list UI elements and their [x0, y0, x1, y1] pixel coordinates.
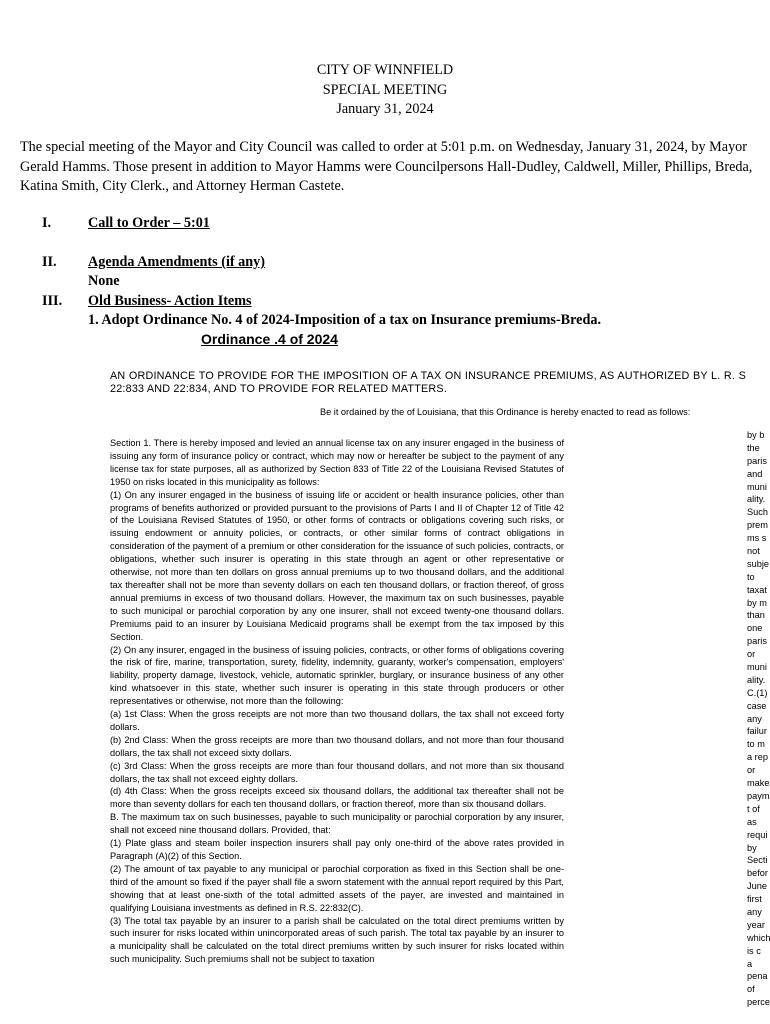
side-column-fragment: or: [747, 649, 756, 660]
clipped-side-column: [747, 429, 770, 1009]
outline-subitem-text: 1. Adopt Ordinance No. 4 of 2024-Imposition of a tax on Insurance premiums-Breda.: [88, 312, 602, 328]
outline-number: II.: [42, 254, 57, 270]
section-paragraph: (d) 4th Class: When the gross receipts exceed six thousand dollars, the additional tax thereafter shall not be more than seventy dollars for each ten thousand dollars, or fraction thereof, more than six thousand dollars.: [110, 786, 564, 810]
section-paragraph: (1) Plate glass and steam boiler inspection insurers shall pay only one-third of the above rates provided in Paragraph (A)(2) of this Section.: [110, 838, 564, 861]
outline-number: III.: [42, 293, 63, 309]
side-column-fragment: C.(1): [747, 687, 768, 698]
section-paragraph: (b) 2nd Class: When the gross receipts are more than two thousand dollars, and not more than four thousand dollars, the tax shall not exceed sixty dollars.: [110, 734, 564, 758]
side-column-fragment: taxat: [747, 584, 767, 595]
side-column-fragment: subje: [747, 558, 769, 569]
section-paragraph: (1) On any insurer engaged in the business of issuing life or accident or health insurance policies, other than programs of benefits authorized or provided pursuant to the provisions of Parts I and II of Chapter 12 of Title 42 of the Louisiana Revised Statutes of 1950, or other forms of contracts or obligations covering such risks, or issuing endowment or annuity policies, or contracts, or other similar forms of contract obligations in consideration of the payment of a premium or other consideration for the issuance of such policies, contracts, or obligations, whether such insurer is operating in this state through an agent or other representative or otherwise, not more than ten dollars on gross annual premiums up to two thousand dollars, and the additional tax thereafter shall not be more than seventy dollars on each ten thousand dollars, or fraction thereof, of gross annual premiums in excess of two thousand dollars. However, the maximum tax on such businesses, payable to such municipal or parochial corporation by any one insurer, shall not exceed twenty-one thousand dollars. Premiums paid to an insurer by Louisiana Medicaid programs shall be exempt from the tax imposed by this Section.: [110, 489, 564, 642]
side-column-fragment: which: [747, 932, 770, 943]
side-column-fragment: paym: [747, 790, 770, 801]
section-paragraph: (c) 3rd Class: When the gross receipts are more than four thousand dollars, and not more than six thousand dollars, the tax shall not exceed eighty dollars.: [110, 760, 564, 784]
side-column-fragment: the: [747, 442, 760, 453]
side-column-fragment: than: [747, 610, 765, 621]
side-column-fragment: case: [747, 700, 767, 711]
outline-subitem-text: None: [88, 273, 120, 289]
side-column-fragment: a rep: [747, 752, 768, 763]
side-column-fragment: ality.: [747, 674, 766, 685]
side-column-fragment: of: [747, 984, 755, 995]
side-column-fragment: pena: [747, 971, 768, 982]
city-name: CITY OF WINNFIELD: [316, 62, 454, 78]
side-column-fragment: first: [747, 894, 762, 905]
side-column-fragment: requi: [747, 829, 768, 840]
ordinance-title: AN ORDINANCE TO PROVIDE FOR THE IMPOSITION OF A TAX ON INSURANCE PREMIUMS, AS AUTHORIZED BY L. R. S 22:833 AND 22:834, AND TO PROVIDE FOR RELATED MATTERS.: [110, 370, 746, 395]
side-column-fragment: to m: [747, 739, 765, 750]
outline-title: Old Business- Action Items: [88, 293, 252, 309]
ordained-clause: Be it ordained by the of Louisiana, that this Ordinance is hereby enacted to read as follows:: [320, 407, 691, 417]
side-column-fragment: failur: [747, 726, 767, 737]
side-column-fragment: Secti: [747, 855, 768, 866]
side-column-fragment: year: [747, 919, 765, 930]
side-column-fragment: or: [747, 765, 756, 776]
section-paragraph: (2) The amount of tax payable to any municipal or parochial corporation as fixed in this Section shall be one-third of the amount so fixed if the payer shall file a sworn statement with the annual report required by this Part, showing that at least one-sixth of the total admitted assets of the payer, are invested and maintained in qualifying Louisiana investments as defined in R.S. 22:832(C).: [110, 863, 564, 913]
intro-paragraph: The special meeting of the Mayor and City Council was called to order at 5:01 p.m. on Wednesday, January 31, 2024, by Mayor Gerald Hamms. Those present in addition to Mayor Hamms were Councilpersons Hall-Dudley, Caldwell, Miller, Phillips, Breda, Katina Smith, City Clerk., and Attorney Herman Castete.: [20, 139, 753, 194]
side-column-fragment: paris: [747, 455, 767, 466]
side-column-fragment: as: [747, 816, 757, 827]
section-paragraph: B. The maximum tax on such businesses, payable to such municipality or parochial corporation by any insurer, shall not exceed nine thousand dollars. Provided, that:: [110, 812, 564, 836]
side-column-fragment: a: [747, 958, 753, 969]
meeting-type: SPECIAL MEETING: [322, 81, 448, 98]
side-column-fragment: June: [747, 881, 767, 892]
side-column-fragment: one: [747, 623, 763, 634]
side-column-fragment: t of: [747, 803, 760, 814]
outline-number: I.: [42, 215, 52, 231]
side-column-fragment: muni: [747, 481, 767, 492]
meeting-header: [0, 61, 770, 120]
side-column-fragment: any: [747, 906, 762, 917]
section-paragraph: (3) The total tax payable by an insurer to a parish shall be calculated on the total direct premiums written by such insurer for risks located within unincorporated areas of such parish. The total tax payable by an insurer to a municipality shall be calculated on the total direct premiums written by such insurer for risks located within such municipality. Such premiums shall not be subject to taxation: [110, 915, 564, 965]
side-column-fragment: ality.: [747, 494, 766, 505]
side-column-fragment: ms s: [747, 533, 767, 544]
outline-title: Call to Order – 5:01: [88, 215, 210, 231]
side-column-fragment: befor: [747, 868, 768, 879]
side-column-fragment: not: [747, 546, 760, 557]
side-column-fragment: muni: [747, 662, 767, 673]
section-paragraph: (2) On any insurer, engaged in the business of issuing policies, contracts, or other forms of obligations covering the risk of fire, marine, transportation, surety, fidelity, indemnity, guaranty, worker's compensation, employers' liability, property damage, livestock, vehicle, automatic sprinkler, burglary, or insurance business of any other kind whatsoever in this state, whether such insurer is operating in this state through producers or other representatives or otherwise, not more than the following:: [110, 644, 564, 707]
side-column-fragment: make: [747, 778, 770, 789]
side-column-fragment: prem: [747, 520, 768, 531]
side-column-fragment: perce: [747, 997, 770, 1008]
side-column-fragment: by m: [747, 597, 767, 608]
outline-title: Agenda Amendments (if any): [88, 254, 265, 270]
section-paragraph: Section 1. There is hereby imposed and levied an annual license tax on any insurer engaged in the business of issuing any form of insurance policy or contract, which may now or hereafter be subject to the payment of any license tax for state purposes, all as authorized by Section 833 of Title 22 of the Louisiana Revised Statutes of 1950 on risks located in this municipality as follows:: [110, 438, 564, 487]
side-column-fragment: any: [747, 713, 762, 724]
side-column-fragment: by: [747, 842, 757, 853]
side-column-fragment: is c: [747, 945, 761, 956]
section-paragraph: (a) 1st Class: When the gross receipts are not more than two thousand dollars, the tax shall not exceed forty dollars.: [110, 709, 564, 732]
meeting-date: January 31, 2024: [336, 101, 434, 117]
side-column-fragment: by b: [747, 430, 765, 440]
side-column-fragment: and: [747, 468, 763, 479]
side-column-fragment: paris: [747, 636, 767, 647]
ordinance-section-1: [110, 437, 564, 966]
side-column-fragment: to: [747, 571, 755, 582]
ordinance-heading: Ordinance .4 of 2024: [201, 331, 338, 347]
side-column-fragment: Such: [747, 507, 768, 518]
